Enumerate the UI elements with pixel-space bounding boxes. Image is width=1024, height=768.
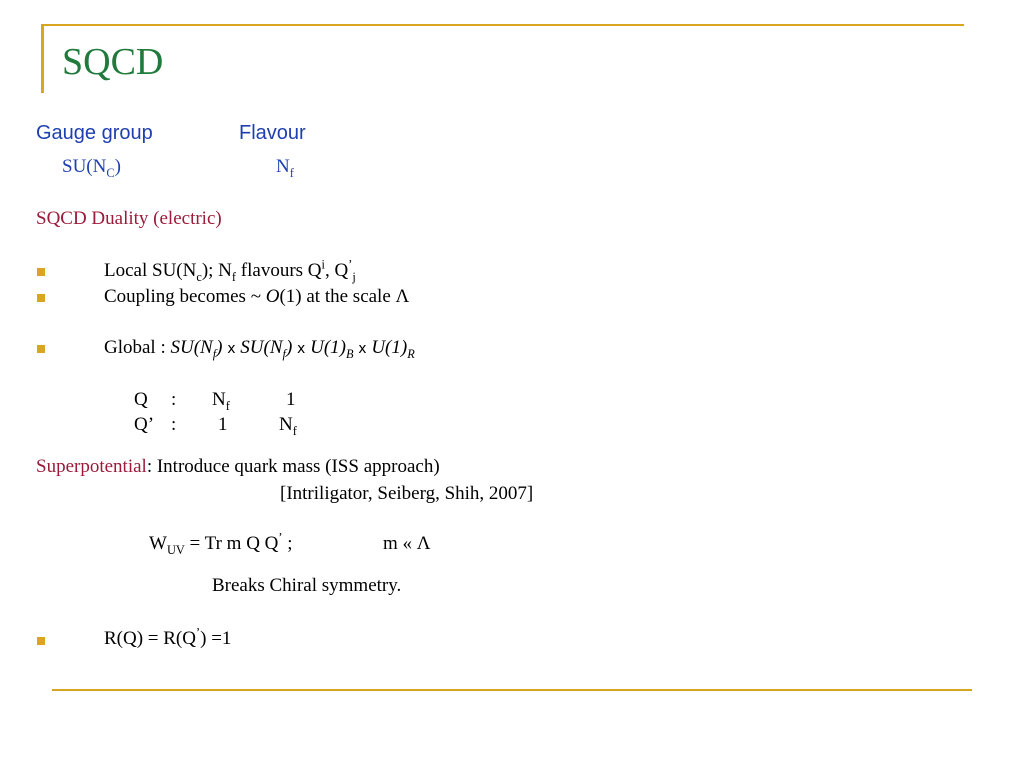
bullet-marker [37,637,45,645]
duality-heading: SQCD Duality (electric) [36,208,222,229]
bullet-marker [37,268,45,276]
table-row1-colon: : [171,389,177,410]
bullet-rcharge: R(Q) = R(Q’) =1 [104,625,232,649]
flavour-label: Flavour [239,122,306,144]
flavour-value: $N_f$ [276,156,294,180]
table-row2-col1: 1 [218,414,228,435]
citation: [Intriligator, Seiberg, Shih, 2007] [280,483,534,504]
bullet-coupling: Coupling becomes ~ O(1) at the scale Λ [104,286,410,307]
bullet-marker [37,294,45,302]
superpotential-line: Superpotential: Introduce quark mass (ISS approach) [36,456,440,477]
bottom-rule [52,689,972,691]
bullet-global: Global : $SU(N_f)$ x $SU(N_f)$ x $U(1)_B$ x $U(1)_R$ [104,337,415,361]
table-row1-col2: 1 [286,389,296,410]
title-accent-bar [41,26,44,93]
top-rule [41,24,964,26]
breaks-text: Breaks Chiral symmetry. [212,575,402,596]
bullet-local: Local $SU(N_c)$; $N_f$ flavours $Q^i$, $Q^’_j$ [104,257,356,284]
table-row1-field: Q [134,389,148,410]
table-row1-col1: $N_f$ [212,389,230,413]
gauge-group-label: Gauge group [36,122,153,144]
page-title: SQCD [62,41,164,83]
table-row2-col2: $N_f$ [279,414,297,438]
table-row2-field: Q’ [134,414,155,435]
superpotential-equation: $W_{UV} = Tr$ m Q Q’ ; [149,530,293,557]
gauge-group-value: $SU(N_C)$ [62,156,121,180]
table-row2-colon: : [171,414,177,435]
bullet-marker [37,345,45,353]
mass-condition: m « Λ [383,533,431,554]
